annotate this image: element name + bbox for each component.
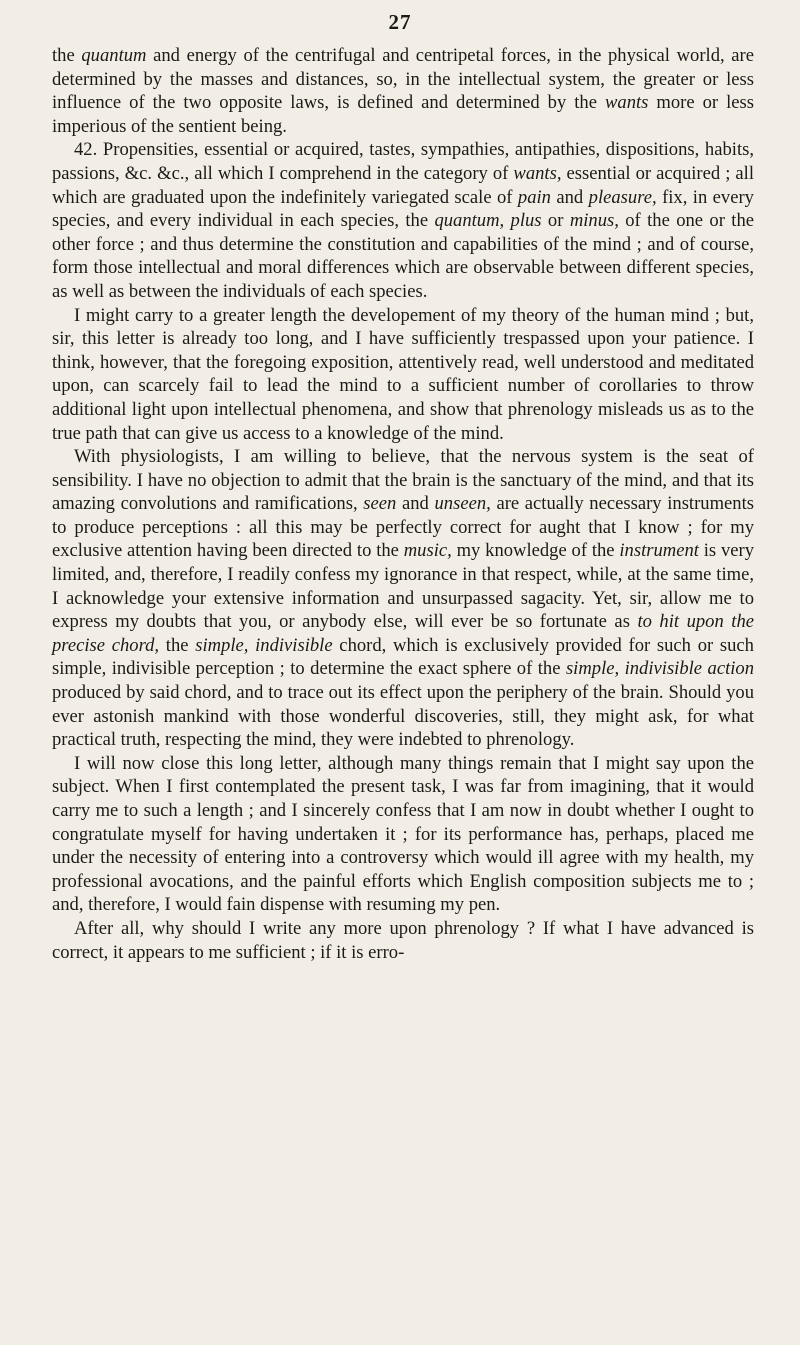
italic-text: music, xyxy=(403,540,452,562)
paragraph xyxy=(52,752,754,917)
italic-text: pleasure, xyxy=(588,186,657,208)
text-run: 42. Propensities, essential or acquired, tastes, sympathies, antipathies, dispositions, habits, passions, &c. &c., all which I comprehend in the category of xyxy=(52,139,754,184)
paragraph xyxy=(52,304,754,446)
text-run: After all, why should I write any more upon phrenology ? If what I have advanced is correct, it appears to me sufficient ; if it is erro- xyxy=(52,917,754,963)
italic-text: unseen, xyxy=(434,493,491,515)
italic-text: instrument xyxy=(619,540,699,562)
page-number: 27 xyxy=(388,10,412,34)
text-run: essential or acquired ; all which are graduated upon the indefinitely variegated scale of xyxy=(52,162,755,208)
text-run: I will now close this long letter, although many things remain that I might say upon the subject. When I first contemplated the present task, I was far from imagining, that it would carry me to such a length ; and I sincerely confess that I am now in doubt whether I ought to congratulate myself for having undertaken it ; for its performance has, perhaps, placed me under the necessity of entering into a controversy which would ill agree with my health, my professional avocations, and the painful efforts which English composition subjects me to ; and, therefore, I would fain dispense with resuming my pen. xyxy=(52,752,754,916)
text-run: produced by said chord, and to trace out its effect upon the periphery of the brain. Should you ever astonish mankind with those wonderful discoveries, still, they might ask, for what practical truth, respecting the mind, they were indebted to phrenology. xyxy=(52,682,754,751)
text-run: the xyxy=(159,634,196,656)
text-run: of the one or the other force ; and thus determine the constitution and capabilities of the mind ; and of course, form those intellectual and moral differences which are observable between different species, as well as between the individuals of each species. xyxy=(52,210,755,302)
body-text xyxy=(52,44,754,964)
text-run: With physiologists, I am willing to believe, that the nervous system is the seat of sensibility. I have no objection to admit that the brain is the sanctuary of the mind, and that its amazing convolutions and ramifications, xyxy=(52,446,754,515)
paragraph xyxy=(52,138,754,303)
text-run: and xyxy=(550,186,589,208)
text-run: I might carry to a greater length the developement of my theory of the human mind ; but, sir, this letter is already too long, and I have sufficiently trespassed upon your patience. I think, however, that the foregoing exposition, attentively read, well understood and meditated upon, can scarcely fail to lead the mind to a sufficient number of corollaries to throw additional light upon intellectual phenomena, and show that phrenology misleads us as to the true path that can give us access to a knowledge of the mind. xyxy=(52,304,754,444)
text-run: and energy of the centrifugal and centripetal forces, in the physical world, are determined by the masses and distances, so, in the intellectual system, the greater or less influence of the two opposite laws, is defined and determined by the xyxy=(52,45,754,114)
italic-text: wants, xyxy=(513,162,562,184)
text-run: is very limited, and, therefore, I readily confess my ignorance in that respect, while, at the same time, I acknowledge your extensive information and unsurpassed sagacity. Yet, sir, allow me to express my doubts that you, or anybody else, will ever be so fortunate as xyxy=(52,540,755,633)
italic-text: simple, indivisible xyxy=(195,634,333,656)
italic-text: quantum, plus xyxy=(434,210,542,232)
text-run: the xyxy=(52,45,82,66)
italic-text: seen xyxy=(363,493,397,515)
paragraph xyxy=(52,44,754,138)
text-run: chord, which is exclusively provided for such or such simple, indivisible perception ; to determine the exact sphere of the xyxy=(52,634,754,680)
text-run: fix, in every species, and every individual in each species, the xyxy=(52,186,754,232)
text-run: and xyxy=(396,493,435,515)
paragraph xyxy=(52,917,754,964)
italic-text: simple, indivisible action xyxy=(565,658,754,680)
paragraph xyxy=(52,445,754,752)
italic-text: to hit upon the precise chord, xyxy=(52,611,754,656)
text-run: or xyxy=(541,210,570,232)
italic-text: quantum xyxy=(81,45,147,66)
text-run: more or less imperious of the sentient being. xyxy=(52,92,754,137)
text-run: my knowledge of the xyxy=(451,540,620,562)
italic-text: pain xyxy=(517,186,551,208)
text-run: are actually necessary instruments to produce perceptions : all this may be perfectly correct for aught that I know ; for my exclusive attention having been directed to the xyxy=(52,493,754,562)
italic-text: minus, xyxy=(569,210,619,232)
italic-text: wants xyxy=(605,92,649,114)
